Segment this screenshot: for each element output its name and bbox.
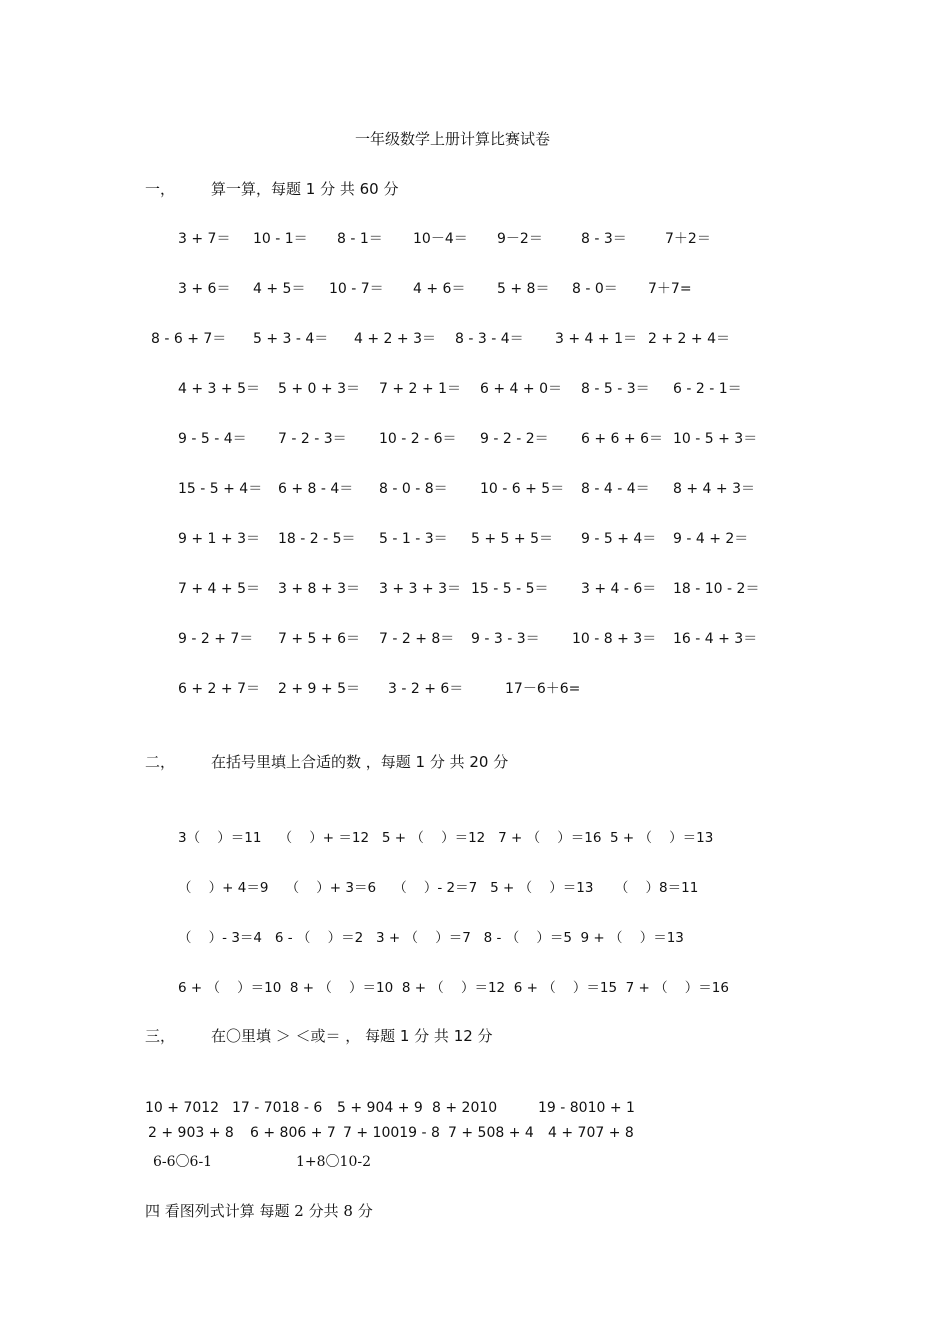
compare-item: 8 + 2010 (432, 1100, 498, 1116)
section-4-heading: 四 看图列式计算 每题 2 分共 8 分 (145, 1202, 373, 1220)
problem: 3 + 6＝ (178, 281, 231, 297)
problem: 4 + 5＝ (253, 281, 306, 297)
problem: 3 + 3 + 3＝ (379, 581, 461, 597)
problem: 9 - 4 + 2＝ (673, 531, 749, 547)
problem: 17－6＋6= (505, 681, 581, 697)
problem: 3 - 2 + 6＝ (388, 681, 464, 697)
problem: 2 + 9 + 5＝ (278, 681, 360, 697)
problem: 9－2＝ (497, 231, 543, 247)
problem: 9 + 1 + 3＝ (178, 531, 260, 547)
compare-item: 7 + 508 + 4 (448, 1125, 534, 1141)
problem: 7 + 4 + 5＝ (178, 581, 260, 597)
fill-blank-line: （ ）- 3＝4 6 - （ ）＝2 3 + （ ）＝7 8 - （ ）＝5 9 + （ ）＝13 (178, 930, 684, 946)
compare-item: 6 + 806 + 7 (250, 1125, 336, 1141)
problem: 15 - 5 + 4＝ (178, 481, 263, 497)
section-instructions: 在括号里填上合适的数 ，每题 1 分 共 20 分 (211, 753, 509, 771)
problem: 5 - 1 - 3＝ (379, 531, 448, 547)
compare-item: 6-6〇6-1 (153, 1154, 213, 1170)
compare-item: 10 + 7012 (145, 1100, 220, 1116)
problem: 5 + 8＝ (497, 281, 550, 297)
problem: 5 + 3 - 4＝ (253, 331, 329, 347)
problem: 3 + 4 + 1＝ (555, 331, 637, 347)
problem: 5 + 5 + 5＝ (471, 531, 553, 547)
problem: 6 + 4 + 0＝ (480, 381, 562, 397)
compare-item: 1+8〇10-2 (296, 1154, 371, 1170)
problem: 8 - 1＝ (337, 231, 383, 247)
problem: 6 - 2 - 1＝ (673, 381, 742, 397)
section-instructions: 算一算，每题 1 分 共 60 分 (211, 180, 399, 198)
problem: 8 - 4 - 4＝ (581, 481, 650, 497)
problem: 3 + 8 + 3＝ (278, 581, 360, 597)
section-1-heading (145, 178, 398, 199)
problem: 18 - 10 - 2＝ (673, 581, 760, 597)
fill-blank-line: （ ）+ 4＝9 （ ）+ 3＝6 （ ）- 2＝7 5 + （ ）＝13 （ ）8＝11 (178, 880, 699, 896)
problem: 9 - 5 + 4＝ (581, 531, 657, 547)
problem: 3 + 7＝ (178, 231, 231, 247)
problem: 7 + 2 + 1＝ (379, 381, 461, 397)
problem: 7 - 2 + 8＝ (379, 631, 455, 647)
compare-item: 2 + 903 + 8 (148, 1125, 234, 1141)
section-2-heading (145, 751, 508, 772)
problem: 3 + 4 - 6＝ (581, 581, 657, 597)
problem: 8 - 3 - 4＝ (455, 331, 524, 347)
compare-item: 17 - 7018 - 6 (232, 1100, 323, 1116)
problem: 6 + 6 + 6＝ (581, 431, 663, 447)
problem: 8 - 5 - 3＝ (581, 381, 650, 397)
problem: 8 + 4 + 3＝ (673, 481, 755, 497)
compare-item: 19 - 8010 + 1 (538, 1100, 635, 1116)
compare-item: 5 + 904 + 9 (337, 1100, 423, 1116)
problem: 18 - 2 - 5＝ (278, 531, 356, 547)
compare-item: 7 + 10019 - 8 (343, 1125, 440, 1141)
problem: 9 - 2 + 7＝ (178, 631, 254, 647)
problem: 7＋2＝ (665, 231, 711, 247)
problem: 4 + 6＝ (413, 281, 466, 297)
problem: 6 + 8 - 4＝ (278, 481, 354, 497)
problem: 10 - 5 + 3＝ (673, 431, 758, 447)
section-number: 三， (145, 1027, 176, 1045)
problem: 9 - 2 - 2＝ (480, 431, 549, 447)
problem: 8 - 0＝ (572, 281, 618, 297)
problem: 16 - 4 + 3＝ (673, 631, 758, 647)
problem: 6 + 2 + 7＝ (178, 681, 260, 697)
section-3-heading (145, 1025, 493, 1046)
compare-item: 4 + 707 + 8 (548, 1125, 634, 1141)
problem: 7 - 2 - 3＝ (278, 431, 347, 447)
problem: 15 - 5 - 5＝ (471, 581, 549, 597)
problem: 10－4＝ (413, 231, 468, 247)
problem: 2 + 2 + 4＝ (648, 331, 730, 347)
problem: 10 - 7＝ (329, 281, 384, 297)
section-number: 一， (145, 180, 176, 198)
problem: 10 - 2 - 6＝ (379, 431, 457, 447)
fill-blank-line: 6 + （ ）＝10 8 + （ ）＝10 8 + （ ）＝12 6 + （ ）＝15 7 + （ ）＝16 (178, 980, 729, 996)
problem: 9 - 3 - 3＝ (471, 631, 540, 647)
problem: 5 + 0 + 3＝ (278, 381, 360, 397)
page-title: 一年级数学上册计算比赛试卷 (354, 130, 550, 148)
problem: 7＋7= (648, 281, 692, 297)
section-number: 二， (145, 753, 176, 771)
fill-blank-line: 3（ ）＝11 （ ）+ ＝12 5 + （ ）＝12 7 + （ ）＝16 5 + （ ）＝13 (178, 830, 714, 846)
problem: 7 + 5 + 6＝ (278, 631, 360, 647)
problem: 8 - 0 - 8＝ (379, 481, 448, 497)
problem: 8 - 6 + 7＝ (151, 331, 227, 347)
problem: 10 - 6 + 5＝ (480, 481, 565, 497)
problem: 9 - 5 - 4＝ (178, 431, 247, 447)
section-instructions: 在〇里填 ＞ ＜或＝ ， 每题 1 分 共 12 分 (211, 1027, 493, 1045)
problem: 10 - 8 + 3＝ (572, 631, 657, 647)
problem: 8 - 3＝ (581, 231, 627, 247)
problem: 4 + 2 + 3＝ (354, 331, 436, 347)
problem: 10 - 1＝ (253, 231, 308, 247)
problem: 4 + 3 + 5＝ (178, 381, 260, 397)
